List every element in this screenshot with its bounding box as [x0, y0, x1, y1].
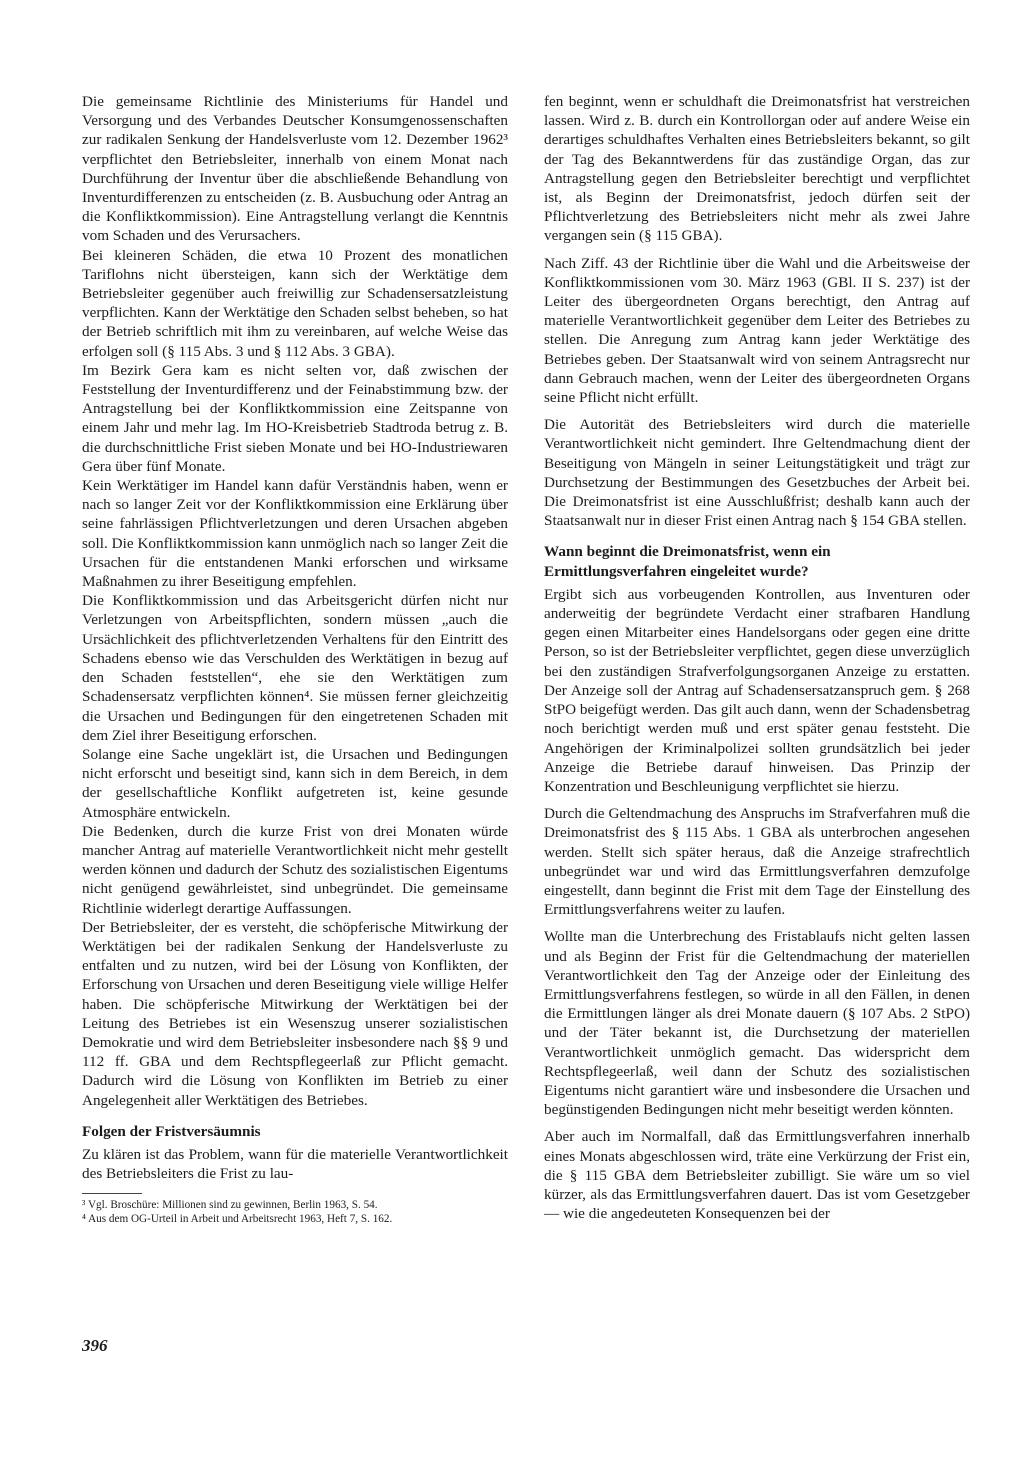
paragraph: Der Betriebsleiter, der es versteht, die schöpferische Mitwirkung der Werktätigen bei der radikalen Senkung der Handelsverluste zu entfalten und zu nutzen, wird bei der Lösung von Konflikten, der Erforschung von Ursachen und deren Beseitigung viele willige Helfer haben. Die schöpferische Mitwirkung der Werktätigen bei der Leitung des Betriebes ist ein Wesenszug unserer sozialistischen Demokratie und wird dem Betriebsleiter insbesondere nach §§ 9 und 112 ff. GBA und dem Rechtspflegeerlaß zur Pflicht gemacht. Dadurch wird die Lösung von Konflikten im Betrieb zu einer Angelegenheit aller Werktätigen des Betriebes. [82, 918, 508, 1109]
footnote: ³ Vgl. Broschüre: Millionen sind zu gewinnen, Berlin 1963, S. 54. [82, 1199, 378, 1212]
paragraph: Zu klären ist das Problem, wann für die materielle Verantwortlichkeit des Betriebsleiters die Frist zu lau- [82, 1145, 508, 1183]
paragraph: Die Autorität des Betriebsleiters wird durch die materielle Verantwortlichkeit nicht gemindert. Ihre Geltendmachung dient der Beseitigung von Mängeln in seiner Leitungstätigkeit und trägt zur Durchsetzung der Bestimmungen des Gesetzbuches der Arbeit bei. Die Dreimonatsfrist ist eine Ausschlußfrist; deshalb kann auch der Staatsanwalt nur in dieser Frist einen Antrag nach § 154 GBA stellen. [544, 416, 970, 530]
section-heading: Folgen der Fristversäumnis [82, 1122, 261, 1140]
paragraph: Die gemeinsame Richtlinie des Ministeriums für Handel und Versorgung und des Verbandes Deutscher Konsumgenossenschaften zur radikalen Senkung der Handelsverluste vom 12. Dezember 1962³ verpflichtet den Betriebsleiter, innerhalb von einem Monat nach Durchführung der Inventur über die abschließende Behandlung von Inventurdifferenzen zu entscheiden (z. B. Ausbuchung oder Antrag an die Konfliktkommission). Eine Antragstellung verlangt die Kenntnis vom Schaden und des Verursachers. [82, 93, 508, 245]
footnote-divider [82, 1193, 142, 1194]
paragraph: Im Bezirk Gera kam es nicht selten vor, daß zwischen der Feststellung der Inventurdifferenz und der Feinabstimmung bzw. der Antragstellung bei der Konfliktkommission eine Zeitspanne von einem Jahr und mehr lag. Im HO-Kreisbetrieb Stadtroda betrug z. B. die durchschnittliche Frist sieben Monate und bei HO-Industriewaren Gera über fünf Monate. [82, 361, 508, 475]
page-number: 396 [82, 1336, 108, 1355]
footnote: ⁴ Aus dem OG-Urteil in Arbeit und Arbeitsrecht 1963, Heft 7, S. 162. [82, 1213, 393, 1226]
paragraph: Nach Ziff. 43 der Richtlinie über die Wahl und die Arbeitsweise der Konfliktkommissionen vom 30. März 1963 (GBl. II S. 237) ist der Leiter des übergeordneten Organs berechtigt, den Antrag auf materielle Verantwortlichkeit gegenüber dem Leiter des Betriebes zu stellen. Die Anregung zum Antrag kann jeder Werktätige des Betriebes geben. Der Staatsanwalt wird von seinem Antragsrecht nur dann Gebrauch machen, wenn der Leiter des übergeordneten Organs seine Pflicht nicht erfüllt. [544, 254, 970, 407]
paragraph: Kein Werktätiger im Handel kann dafür Verständnis haben, wenn er nach so langer Zeit vor der Konfliktkommission eine Erklärung über seine fahrlässigen Pflichtverletzungen und deren Ursachen abgeben soll. Die Konfliktkommission kann unmöglich nach so langer Zeit die Ursachen für die entstandenen Manki erforschen und wirksame Maßnahmen zu ihrer Beseitigung empfehlen. [82, 477, 508, 591]
paragraph: Durch die Geltendmachung des Anspruchs im Strafverfahren muß die Dreimonatsfrist des § 115 Abs. 1 GBA als unterbrochen angesehen werden. Stellt sich später heraus, daß die Anzeige strafrechtlich unbegründet war und wird das Ermittlungsverfahren demzufolge eingestellt, dann beginnt die Frist mit dem Tage der Einstellung des Ermittlungsverfahrens weiter zu laufen. [544, 805, 970, 919]
paragraph: Ergibt sich aus vorbeugenden Kontrollen, aus Inventuren oder anderweitig der begründete Verdacht einer strafbaren Handlung gegen einen Mitarbeiter eines Handelsorgans oder gegen eine dritte Person, so ist der Betriebsleiter verpflichtet, gegen diese unverzüglich bei den zuständigen Strafverfolgungsorganen Anzeige zu erstatten. Der Anzeige soll der Antrag auf Schadensersatzanspruch gem. § 268 StPO beigefügt werden. Das gilt auch dann, wenn der Schadensbetrag noch berichtigt werden muß und erst später genau feststeht. Die Angehörigen der Kriminalpolizei sollten grundsätzlich bei jeder Anzeige die Betriebe darauf hinweisen. Das Prinzip der Konzentration und Beschleunigung verpflichtet sie hierzu. [544, 585, 970, 795]
right-column [544, 92, 970, 1223]
paragraph: Die Konfliktkommission und das Arbeitsgericht dürfen nicht nur Verletzungen von Arbeitspflichten, sondern müssen „auch die Ursächlichkeit des pflichtverletzenden Verhaltens für den Eintritt des Schadens ebenso wie das Verschulden des Werktätigen in bezug auf den Schaden feststellen“, ehe sie den Werktätigen zum Schadensersatz verpflichten können⁴. Sie müssen ferner gleichzeitig die Ursachen und Bedingungen für den eingetretenen Schaden mit dem Ziel ihrer Beseitigung erforschen. [82, 592, 508, 744]
paragraph: Aber auch im Normalfall, daß das Ermittlungsverfahren innerhalb eines Monats abgeschlossen wird, träte eine Verkürzung der Frist ein, die § 115 GBA dem Betriebsleiter zubilligt. Sie wäre um so viel kürzer, als das Ermittlungsverfahren dauert. Das ist vom Gesetzgeber — wie die angedeuteten Konsequenzen bei der [544, 1128, 970, 1223]
section-heading: Wann beginnt die Dreimonatsfrist, wenn ein Ermittlungsverfahren eingeleitet wurde? [544, 543, 831, 580]
paragraph: Bei kleineren Schäden, die etwa 10 Prozent des monatlichen Tariflohns nicht übersteigen, kann sich der Werktätige dem Betriebsleiter gegenüber auch freiwillig zur Schadensersatzleistung verpflichten. Kann der Werktätige den Schaden selbst beheben, so hat der Betrieb schriftlich mit ihm zu vereinbaren, auf welche Weise das erfolgen soll (§ 115 Abs. 3 und § 112 Abs. 3 GBA). [82, 246, 508, 360]
paragraph: Die Bedenken, durch die kurze Frist von drei Monaten würde mancher Antrag auf materielle Verantwortlichkeit nicht mehr gestellt werden können und dadurch der Schutz des sozialistischen Eigentums nicht genügend gewährleistet, sind unbegründet. Die gemeinsame Richtlinie widerlegt derartige Auffassungen. [82, 822, 508, 917]
footnotes [82, 1193, 508, 1226]
paragraph: Solange eine Sache ungeklärt ist, die Ursachen und Bedingungen nicht erforscht und beseitigt sind, kann sich in dem Bereich, in dem der gesellschaftliche Konflikt aufgetreten ist, keine gesunde Atmosphäre entwickeln. [82, 745, 508, 821]
paragraph: Wollte man die Unterbrechung des Fristablaufs nicht gelten lassen und als Beginn der Frist für die Geltendmachung der materiellen Verantwortlichkeit den Tag der Anzeige oder der Einleitung des Ermittlungsverfahrens festlegen, so würde in all den Fällen, in denen die Ermittlungen länger als drei Monate dauern (§ 107 Abs. 2 StPO) und der Täter bekannt ist, die Durchsetzung der materiellen Verantwortlichkeit unmöglich gemacht. Das widerspricht dem Rechtspflegeerlaß, weil dann der Schutz des sozialistischen Eigentums nicht garantiert wäre und insbesondere die Ursachen und begünstigenden Bedingungen nicht mehr beseitigt werden könnten. [544, 928, 970, 1119]
paragraph: fen beginnt, wenn er schuldhaft die Dreimonatsfrist hat verstreichen lassen. Wird z. B. durch ein Kontrollorgan oder auf andere Weise ein derartiges schuldhaftes Verhalten eines Betriebsleiters bekannt, so gilt der Tag des Bekanntwerdens für das zuständige Organ, das zur Antragstellung gegen den Betriebsleiter berechtigt und verpflichtet ist, als Beginn der Dreimonatsfrist, jedoch dürfen seit der Pflichtverletzung des Betriebsleiters nicht mehr als zwei Jahre vergangen sein (§ 115 GBA). [544, 93, 970, 245]
left-column [82, 92, 508, 1226]
